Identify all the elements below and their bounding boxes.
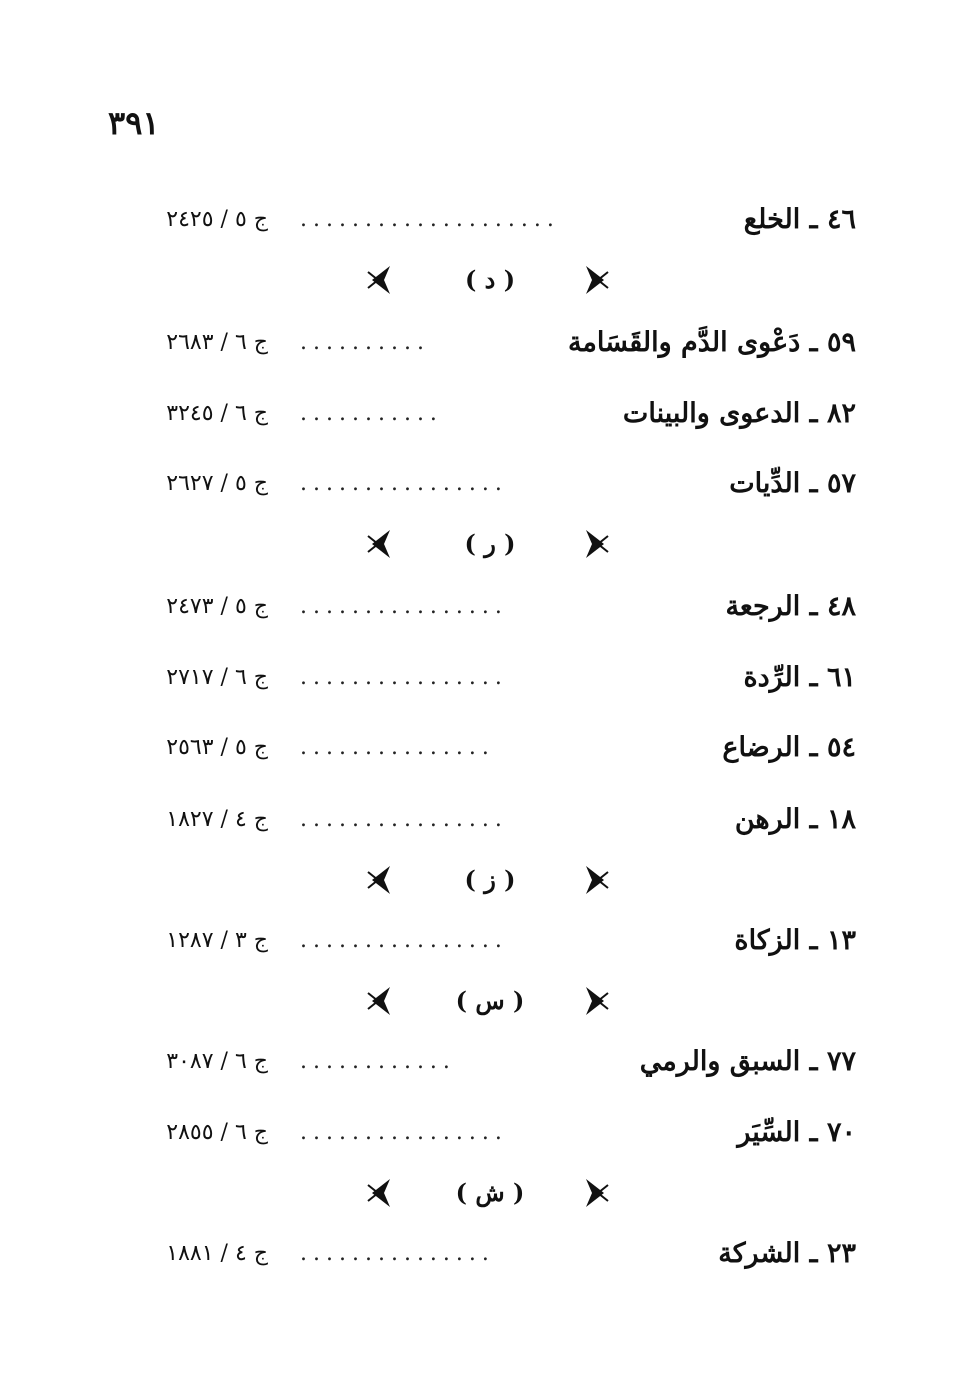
index-entry — [0, 389, 956, 439]
index-entry — [0, 582, 956, 632]
leader-dots: ................ — [300, 807, 508, 832]
page-number: ٣٩١ — [108, 104, 160, 142]
section-letter: ( د ) — [464, 265, 516, 294]
volume-page-ref: ج ٣ / ١٢٨٧ — [166, 928, 268, 953]
index-entry — [0, 653, 956, 703]
entry-title: ٨٢ ـ الدعوى والبينات — [622, 398, 856, 429]
leader-dots: .................... — [300, 207, 560, 232]
index-entry — [0, 1108, 956, 1158]
volume-page-ref: ج ٦ / ٣٢٤٥ — [166, 401, 268, 426]
section-heading — [0, 1168, 956, 1218]
ornament-right-icon — [580, 527, 614, 561]
entry-title: ٢٣ ـ الشركة — [718, 1238, 856, 1269]
leader-dots: ........... — [300, 401, 443, 426]
entry-title: ٥٩ ـ دَعْوى الدَّم والقَسَامة — [567, 327, 856, 358]
index-entry — [0, 318, 956, 368]
section-letter: ( ش ) — [455, 1178, 525, 1207]
volume-page-ref: ج ٦ / ٢٧١٧ — [166, 665, 268, 690]
volume-page-ref: ج ٦ / ٢٦٨٣ — [166, 330, 268, 355]
leader-dots: ................ — [300, 928, 508, 953]
entry-title: ٦١ ـ الرِّدة — [743, 662, 856, 693]
entry-title: ٧٠ ـ السِّيَر — [737, 1117, 856, 1148]
leader-dots: ............ — [300, 1049, 456, 1074]
index-entry — [0, 723, 956, 773]
index-entry — [0, 916, 956, 966]
ornament-right-icon — [580, 1176, 614, 1210]
ornament-right-icon — [580, 863, 614, 897]
leader-dots: ................ — [300, 1120, 508, 1145]
ornament-left-icon — [362, 263, 396, 297]
entry-title: ٥٧ ـ الدِّيات — [729, 468, 856, 499]
ornament-left-icon — [362, 527, 396, 561]
entry-title: ٥٤ ـ الرضاع — [722, 732, 856, 763]
volume-page-ref: ج ٥ / ٢٦٢٧ — [166, 471, 268, 496]
leader-dots: ................ — [300, 471, 508, 496]
index-entry — [0, 195, 956, 245]
ornament-right-icon — [580, 263, 614, 297]
section-heading — [0, 519, 956, 569]
entry-title: ١٨ ـ الرهن — [734, 804, 856, 835]
entry-title: ٤٦ ـ الخلع — [743, 204, 856, 235]
section-letter: ( ر ) — [464, 529, 516, 558]
ornament-left-icon — [362, 1176, 396, 1210]
leader-dots: ............... — [300, 735, 495, 760]
index-entry — [0, 1229, 956, 1279]
section-letter: ( ز ) — [464, 865, 516, 894]
volume-page-ref: ج ٦ / ٢٨٥٥ — [166, 1120, 268, 1145]
section-heading — [0, 855, 956, 905]
leader-dots: .......... — [300, 330, 430, 355]
ornament-left-icon — [362, 984, 396, 1018]
leader-dots: ................ — [300, 665, 508, 690]
volume-page-ref: ج ٥ / ٢٤٢٥ — [166, 207, 268, 232]
volume-page-ref: ج ٥ / ٢٤٧٣ — [166, 594, 268, 619]
index-entry — [0, 459, 956, 509]
entry-title: ٧٧ ـ السبق والرمي — [639, 1046, 856, 1077]
entry-title: ٤٨ ـ الرجعة — [725, 591, 856, 622]
ornament-right-icon — [580, 984, 614, 1018]
ornament-left-icon — [362, 863, 396, 897]
leader-dots: ................ — [300, 594, 508, 619]
volume-page-ref: ج ٤ / ١٨٢٧ — [166, 807, 268, 832]
index-entry — [0, 795, 956, 845]
section-letter: ( س ) — [455, 986, 525, 1015]
section-heading — [0, 255, 956, 305]
entry-title: ١٣ ـ الزكاة — [734, 925, 856, 956]
section-heading — [0, 976, 956, 1026]
volume-page-ref: ج ٦ / ٣٠٨٧ — [166, 1049, 268, 1074]
volume-page-ref: ج ٤ / ١٨٨١ — [166, 1241, 268, 1266]
leader-dots: ............... — [300, 1241, 495, 1266]
volume-page-ref: ج ٥ / ٢٥٦٣ — [166, 735, 268, 760]
index-entry — [0, 1037, 956, 1087]
